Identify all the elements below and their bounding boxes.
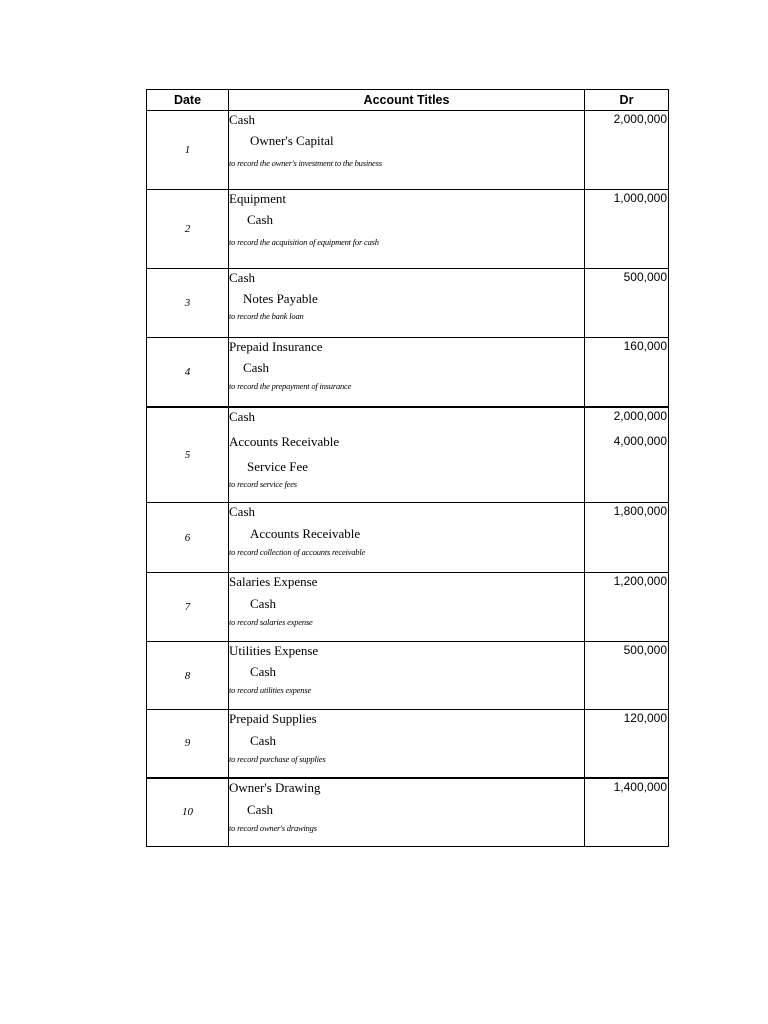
entry-date: 4 bbox=[147, 338, 229, 407]
entry-date: 6 bbox=[147, 503, 229, 573]
account-titles-cell bbox=[229, 573, 585, 642]
journal-entry bbox=[147, 573, 669, 642]
credit-account: Accounts Receivable bbox=[250, 526, 361, 541]
journal-entry bbox=[147, 269, 669, 338]
debit-amount: 2,000,000 bbox=[613, 408, 667, 423]
account-titles-cell bbox=[229, 269, 585, 338]
entry-date: 2 bbox=[147, 190, 229, 269]
account-titles-cell bbox=[229, 190, 585, 269]
credit-account: Cash bbox=[250, 664, 276, 679]
entry-explanation: to record purchase of supplies bbox=[229, 754, 326, 764]
journal-entry bbox=[147, 190, 669, 269]
debit-amount-cell bbox=[585, 338, 669, 407]
credit-account: Cash bbox=[247, 212, 273, 227]
account-titles-cell bbox=[229, 710, 585, 778]
debit-account: Prepaid Supplies bbox=[229, 711, 317, 726]
journal-entry bbox=[147, 338, 669, 407]
debit-account: Accounts Receivable bbox=[229, 433, 340, 449]
entry-date: 10 bbox=[147, 778, 229, 847]
entry-date: 1 bbox=[147, 111, 229, 190]
journal-entry bbox=[147, 111, 669, 190]
journal-table bbox=[146, 89, 669, 847]
debit-amount: 2,000,000 bbox=[613, 112, 667, 126]
journal-sheet bbox=[146, 89, 668, 847]
debit-amount-cell bbox=[585, 190, 669, 269]
credit-account: Owner's Capital bbox=[250, 133, 334, 148]
debit-amount: 500,000 bbox=[623, 270, 667, 284]
debit-amount: 1,400,000 bbox=[613, 779, 667, 794]
debit-amount: 1,000,000 bbox=[613, 191, 667, 205]
credit-account: Cash bbox=[250, 733, 276, 748]
debit-account: Cash bbox=[229, 112, 255, 127]
entry-explanation: to record collection of accounts receivable bbox=[229, 547, 366, 557]
credit-account: Cash bbox=[250, 596, 276, 611]
account-titles-cell bbox=[229, 338, 585, 407]
debit-account: Cash bbox=[229, 270, 255, 285]
credit-account: Service Fee bbox=[247, 458, 309, 474]
account-titles-cell bbox=[229, 503, 585, 573]
debit-amount: 4,000,000 bbox=[613, 433, 667, 448]
account-titles-cell bbox=[229, 642, 585, 710]
debit-amount: 500,000 bbox=[623, 643, 667, 657]
entry-explanation: to record owner's drawings bbox=[229, 822, 317, 833]
account-titles-header: Account Titles bbox=[229, 90, 585, 111]
date-header: Date bbox=[147, 90, 229, 111]
credit-account: Cash bbox=[243, 360, 269, 375]
debit-amount: 160,000 bbox=[623, 339, 667, 353]
dr-header: Dr bbox=[585, 90, 669, 111]
entry-explanation: to record utilities expense bbox=[229, 685, 312, 695]
entry-explanation: to record the owner's investment to the business bbox=[229, 158, 382, 168]
journal-entry bbox=[147, 503, 669, 573]
entry-explanation: to record the prepayment of insurance bbox=[229, 381, 352, 391]
debit-amount-cell bbox=[585, 573, 669, 642]
journal-entry bbox=[147, 778, 669, 847]
debit-account: Prepaid Insurance bbox=[229, 339, 323, 354]
entry-explanation: to record the acquisition of equipment for cash bbox=[229, 237, 379, 247]
entry-explanation: to record salaries expense bbox=[229, 617, 313, 627]
debit-amount: 1,200,000 bbox=[613, 574, 667, 588]
entry-date: 3 bbox=[147, 269, 229, 338]
entry-date: 9 bbox=[147, 710, 229, 778]
credit-account: Notes Payable bbox=[243, 291, 318, 306]
debit-amount: 1,800,000 bbox=[613, 504, 667, 518]
journal-entry bbox=[147, 407, 669, 503]
entry-explanation: to record the bank loan bbox=[229, 311, 304, 321]
debit-account: Equipment bbox=[229, 191, 287, 206]
credit-account: Cash bbox=[247, 801, 273, 817]
account-titles-cell bbox=[229, 778, 585, 847]
debit-amount-cell bbox=[585, 407, 669, 503]
account-titles-cell bbox=[229, 407, 585, 503]
debit-account: Salaries Expense bbox=[229, 574, 318, 589]
debit-amount-cell bbox=[585, 269, 669, 338]
journal-entry bbox=[147, 710, 669, 778]
entry-date: 8 bbox=[147, 642, 229, 710]
debit-amount-cell bbox=[585, 778, 669, 847]
account-titles-cell bbox=[229, 111, 585, 190]
entry-date: 5 bbox=[147, 407, 229, 503]
debit-account: Cash bbox=[229, 408, 255, 424]
entry-date: 7 bbox=[147, 573, 229, 642]
debit-amount: 120,000 bbox=[623, 711, 667, 725]
debit-account: Owner's Drawing bbox=[229, 779, 321, 795]
journal-entry bbox=[147, 642, 669, 710]
debit-account: Cash bbox=[229, 504, 255, 519]
debit-account: Utilities Expense bbox=[229, 643, 319, 658]
debit-amount-cell bbox=[585, 111, 669, 190]
debit-amount-cell bbox=[585, 710, 669, 778]
debit-amount-cell bbox=[585, 642, 669, 710]
entry-explanation: to record service fees bbox=[229, 478, 297, 489]
header-row bbox=[147, 90, 669, 111]
debit-amount-cell bbox=[585, 503, 669, 573]
